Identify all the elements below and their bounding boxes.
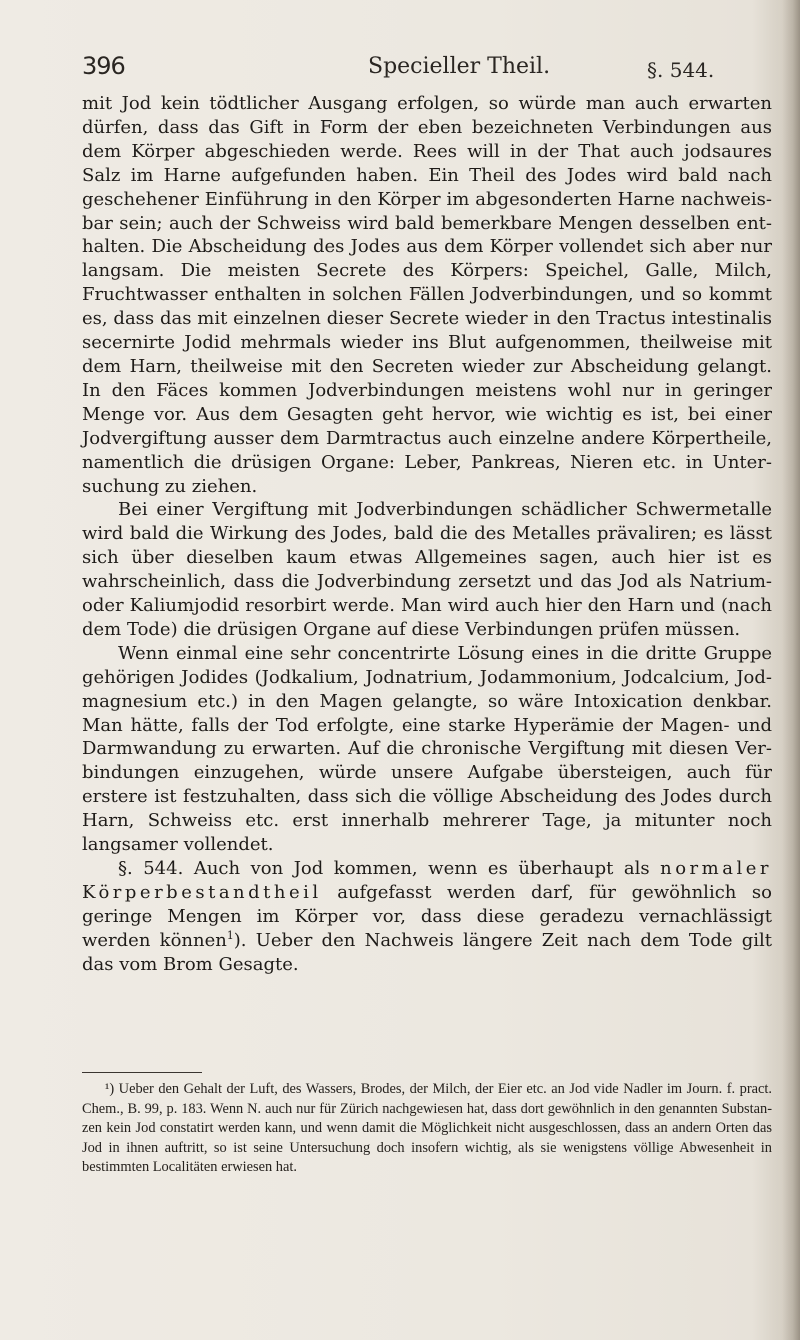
footnotes xyxy=(82,1080,772,1178)
section-reference: §. 544. xyxy=(647,58,715,82)
section-tail: ). Ueber den Nachweis längere Zeit nach dem Tode gilt das vom Brom Gesagte. xyxy=(82,929,772,975)
spaced-term-normaler: normaler xyxy=(660,858,772,879)
page-number: 396 xyxy=(82,52,125,80)
paragraph-3: Wenn einmal eine sehr concentrirte Lösung eines in die dritte Gruppe gehörigen Jodides (Jodkalium, Jodnatrium, Jodammonium, Jodcalcium, Jodmagnesium etc.) in den Magen gelangte, so wäre Intoxication denkbar. Man hätte, falls der Tod erfolgte, eine starke Hyperämie der Magen- und Darmwandung zu erwarten. Auf die chronische Vergiftung mit diesen Verbindungen einzugehen, würde unsere Aufgabe übersteigen, auch für erstere ist festzuhalten, dass sich die völlige Abscheidung des Jodes durch Harn, Schweiss etc. erst innerhalb mehrerer Tage, ja mitunter noch langsamer vollendet. xyxy=(82,642,772,856)
spaced-term-koerperbestandtheil: Körperbestandtheil xyxy=(82,881,322,903)
footnote-1-mark: ¹) xyxy=(105,1081,115,1097)
body-text xyxy=(82,92,772,977)
footnote-divider xyxy=(82,1072,202,1073)
running-head xyxy=(82,52,772,86)
footnote-1-text: Ueber den Gehalt der Luft, des Wassers, Brodes, der Milch, der Eier etc. an Jod vide Nadler im Journ. f. pract. Chem., B. 99, p. 183. Wenn N. auch nur für Zürich nachgewiesen hat, dass dort gewöhnlich in den genannten Substanzen kein Jod constatirt werden kann, und wenn damit die Möglichkeit nicht ausgeschlossen, dass an andern Orten das Jod in ihnen auftritt, so ist seine Untersuchung doch insofern wichtig, als sie wenigstens völlige Abwesenheit in bestimmten Localitäten erwiesen hat. xyxy=(82,1081,772,1176)
footnote-marker: 1 xyxy=(226,928,234,942)
running-title: Specieller Theil. xyxy=(368,54,551,79)
paragraph-2: Bei einer Vergiftung mit Jodverbindungen schädlicher Schwermetalle wird bald die Wirkung des Jodes, bald die des Metalles prävaliren; es lässt sich über dieselben kaum etwas Allgemeines sagen, auch hier ist es wahrscheinlich, dass die Jodverbindung zersetzt und das Jod als Natrium- oder Kaliumjodid resorbirt werde. Man wird auch hier den Harn und (nach dem Tode) die drüsigen Organe auf diese Verbindungen prüfen müssen. xyxy=(82,499,772,640)
section-544-paragraph xyxy=(82,857,772,977)
paragraph-1: mit Jod kein tödtlicher Ausgang erfolgen, so würde man auch erwarten dürfen, dass das Gift in Form der eben bezeichneten Verbindungen aus dem Körper abgeschieden werde. Rees will in der That auch jodsaures Salz im Harne aufgefunden haben. Ein Theil des Jodes wird bald nach geschehener Einführung in den Körper im abgesonderten Harne nachweisbar sein; auch der Schweiss wird bald bemerkbare Mengen desselben enthalten. Die Abscheidung des Jodes aus dem Körper vollendet sich aber nur langsam. Die meisten Secrete des Körpers: Speichel, Galle, Milch, Fruchtwasser enthalten in solchen Fällen Jodverbindungen, und so kommt es, dass das mit einzelnen dieser Secrete wieder in den Tractus intestinalis secernirte Jodid mehrmals wieder ins Blut aufgenommen, theilweise mit dem Harn, theilweise mit den Secreten wieder zur Abscheidung gelangt. In den Fäces kommen Jodverbindungen meistens wohl nur in geringer Menge vor. Aus dem Gesagten geht hervor, wie wichtig es ist, bei einer Jodvergiftung ausser dem Darmtractus auch einzelne andere Körpertheile, namentlich die drüsigen Organe: Leber, Pankreas, Nieren etc. in Untersuchung zu ziehen. xyxy=(82,93,772,497)
section-mid: aufgefasst werden darf, für gewöhnlich so geringe Mengen im Körper vor, dass diese geradezu vernachlässigt werden können xyxy=(82,881,772,951)
page-edge-shadow xyxy=(782,0,800,1340)
section-lead: §. 544. Auch von Jod kommen, wenn es überhaupt als xyxy=(118,858,650,879)
footnote-1 xyxy=(82,1080,772,1178)
